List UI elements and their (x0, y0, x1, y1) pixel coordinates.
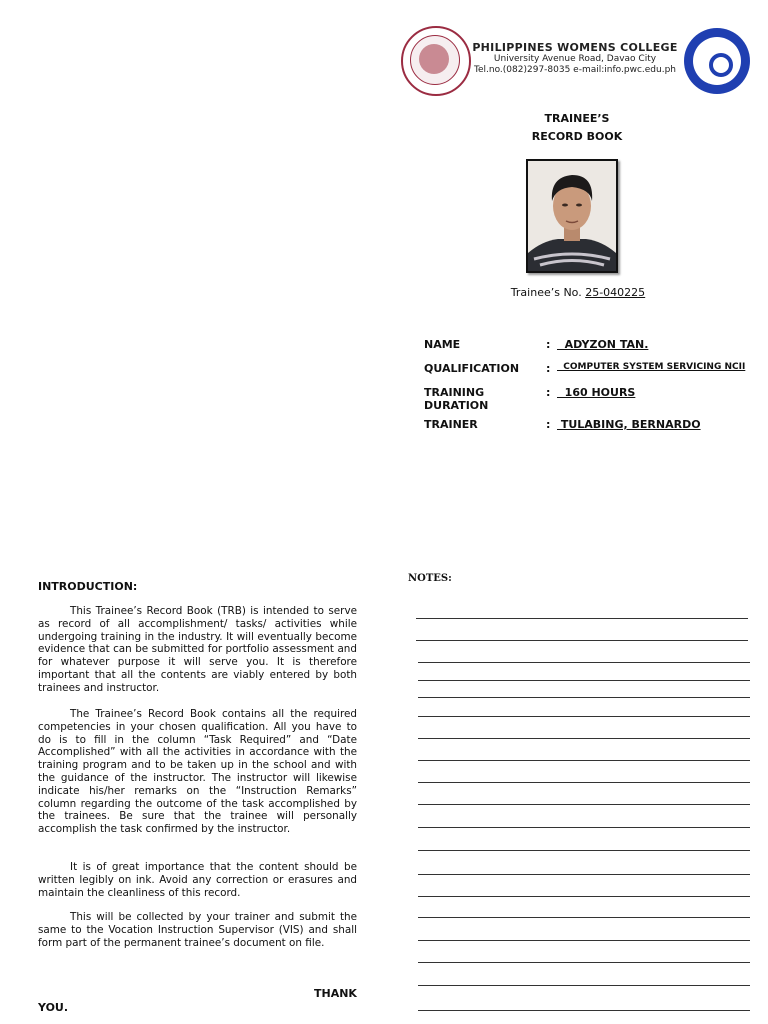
notes-line (418, 716, 750, 717)
notes-line (418, 697, 750, 698)
introduction-heading: INTRODUCTION: (38, 580, 138, 593)
notes-line (418, 782, 750, 783)
document-title-line2: RECORD BOOK (531, 130, 623, 143)
trainer-colon: : (546, 418, 551, 431)
tesda-seal-logo (684, 28, 750, 94)
notes-line (416, 640, 748, 641)
college-contact: Tel.no.(082)297-8035 e-mail:info.pwc.edu.ph (474, 65, 676, 75)
notes-line (418, 827, 750, 828)
training-duration-value: 160 HOURS (557, 386, 636, 399)
notes-line (418, 874, 750, 875)
name-label: NAME (424, 338, 461, 351)
intro-paragraph-2: The Trainee’s Record Book contains all the required competencies in your chosen qualification. All you have to do is to fill in the column “Task Required” and “Date Accomplished” with all the activities in accordance with the training program and to be taken up in the school and with the guidance of the instructor. The instructor will likewise indicate his/her remarks on the “Instruction Remarks” column regarding the outcome of the task accomplished by the trainees. Be sure that the trainee will personally accomplish the task confirmed by the instructor. (38, 708, 357, 836)
notes-line (418, 917, 750, 918)
college-seal-logo (401, 26, 471, 96)
notes-line (418, 680, 750, 681)
notes-line (418, 738, 750, 739)
notes-line (416, 618, 748, 619)
trainer-label: TRAINER (424, 418, 478, 431)
document-title-line1: TRAINEE’S (544, 112, 610, 125)
notes-line (418, 896, 750, 897)
notes-line (418, 940, 750, 941)
college-name: PHILIPPINES WOMENS COLLEGE (472, 41, 678, 54)
notes-line (418, 962, 750, 963)
trainee-number-value: 25-040225 (585, 286, 646, 299)
name-colon: : (546, 338, 551, 351)
duration-label: DURATION (424, 399, 489, 412)
notes-line (418, 985, 750, 986)
college-address: University Avenue Road, Davao City (493, 54, 657, 64)
qualification-label: QUALIFICATION (424, 362, 520, 375)
thank-you-text: THANK (314, 987, 357, 1000)
notes-line (418, 662, 750, 663)
thank-you-text-continued: YOU. (38, 1001, 69, 1014)
notes-heading: NOTES: (408, 573, 452, 584)
intro-paragraph-3: It is of great importance that the content should be written legibly on ink. Avoid any correction or erasures and maintain the cleanliness of this record. (38, 861, 357, 899)
notes-line (418, 804, 750, 805)
qualification-value: COMPUTER SYSTEM SERVICING NCII (557, 362, 746, 372)
trainee-number (478, 286, 678, 299)
intro-paragraph-1: This Trainee’s Record Book (TRB) is intended to serve as record of all accomplishment/ tasks/ activities while undergoing training in the industry. It will eventually become evidence that can be submitted for portfolio assessment and for whatever purpose it will serve you. It is therefore important that all the contents are viably entered by both trainees and instructor. (38, 605, 357, 694)
trainer-value: TULABING, BERNARDO (557, 418, 701, 431)
training-duration-colon: : (546, 386, 551, 399)
notes-line (418, 1010, 750, 1011)
name-value: ADYZON TAN. (557, 338, 649, 351)
training-label: TRAINING (424, 386, 485, 399)
qualification-colon: : (546, 362, 551, 375)
notes-line (418, 850, 750, 851)
intro-paragraph-4: This will be collected by your trainer and submit the same to the Vocation Instruction Supervisor (VIS) and shall form part of the permanent trainee’s document on file. (38, 911, 357, 949)
notes-line (418, 760, 750, 761)
trainee-number-label: Trainee’s No. (510, 286, 582, 299)
trainee-photo (526, 159, 618, 273)
